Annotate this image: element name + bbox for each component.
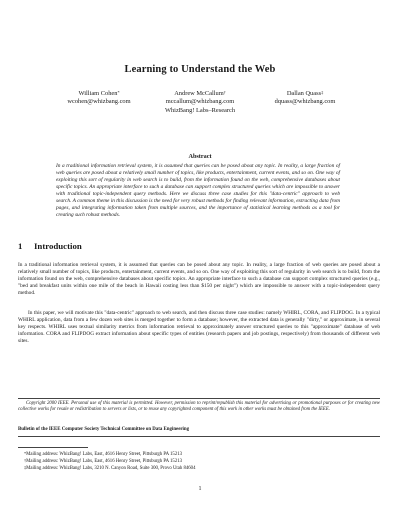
author-quass [250,90,360,107]
divider [18,398,380,399]
author-email: mccallum@whizbang.com [165,98,235,106]
footnote-rule [18,447,88,448]
footnote-text: Mailing address: WhizBang! Labs, East, 4616 Henry Street, Pittsburgh PA 15213 [26,452,183,457]
footnote-mark: † [223,90,226,95]
footnote-mark: ‡ [321,90,324,95]
author-name: Dallan Quass [286,90,322,97]
affiliation: WhizBang! Labs–Research [164,107,236,114]
footnote-text: Mailing address: WhizBang! Labs, 3210 N. Canyon Road, Suite 300, Provo Utah 84604 [26,466,196,471]
footnote-mark: † [24,458,27,463]
page-number: 1 [198,486,202,492]
abstract-heading: Abstract [188,153,212,160]
footnote [24,466,195,471]
author-mccallum [140,90,260,107]
intro-paragraph-1: In a traditional information retrieval system, it is assumed that queries can be posed about any topic. In reality, a large fraction of web queries are posed about a relatively small number of topics, like products, entertainment, current events, and so on. One way of exploiting this sort of regularity in web search is to build, from the information found on the web, comprehensive databases about specific topics. An appropriate interface to such a database can support complex structured queries (e.g., "bed and breakfast units within one mile of the beach in Hawaii costing less than $150 per night") which are impossible to answer with a topic-independent query method. [18,262,380,296]
copyright-notice: Copyright 2000 IEEE. Personal use of this material is permitted. However, permission to reprint/republish this material for advertising or promotional purposes or for creating new collective works for resale or redistribution to servers or lists, or to reuse any copyrighted component of this work in other works must be obtained from the IEEE. [18,401,380,413]
paper-title: Learning to Understand the Web [124,64,276,75]
divider [18,436,380,437]
footnote-mark: * [24,451,27,456]
section-title: Introduction [34,241,82,251]
footnote [24,459,182,464]
abstract-body: In a traditional information retrieval system, it is assumed that queries can be posed about any topic. In reality, a large fraction of web queries are posed about a relatively small number of topics, like products, entertainment, current events, and so on. One way of exploiting this sort of regularity in web search is to build, from the information found on the web, comprehensive databases about specific topics. An appropriate interface to such a database can support complex structured queries which are impossible to answer with traditional topic-independent query methods. Here we discuss three case studies for this "data-centric" approach to web search. A common theme in this discussion is the need for very robust methods for finding relevant information, extracting data from pages, and integrating information taken from multiple sources, and the importance of statistical learning methods as a tool for creating such robust methods. [56,163,340,218]
section-number: 1 [18,241,23,251]
footnote-mark: * [117,90,120,95]
author-email: dquass@whizbang.com [274,98,336,106]
author-name: William Cohen [78,90,118,97]
footnote-text: Mailing address: WhizBang! Labs, East, 4616 Henry Street, Pittsburgh PA 15213 [26,459,183,464]
footnote-mark: ‡ [24,465,27,470]
author-name: Andrew McCallum [174,90,224,97]
intro-paragraph-2: In this paper, we will motivate this "data-centric" approach to web search, and then discuss three case studies: namely WHIRL, CORA, and FLIPDOG. In a typical WHIRL application, data from a few dozen web sites is merged together to form a database; however, the extracted data is generally "dirty," or approximate, in several key respects. WHIRL uses textual similarity metrics from information retrieval to approximately answer structured queries to this "approximate" database of web information. CORA and FLIPDOG extract information about specific types of entities (research papers and job postings, respectively) from thousands of different web sites. [18,310,380,344]
section-heading [18,241,82,251]
footnote [24,452,182,457]
bulletin-line: Bulletin of the IEEE Computer Society Technical Committee on Data Engineering [18,427,190,432]
author-cohen [44,90,154,107]
author-email: wcohen@whizbang.com [67,98,131,106]
